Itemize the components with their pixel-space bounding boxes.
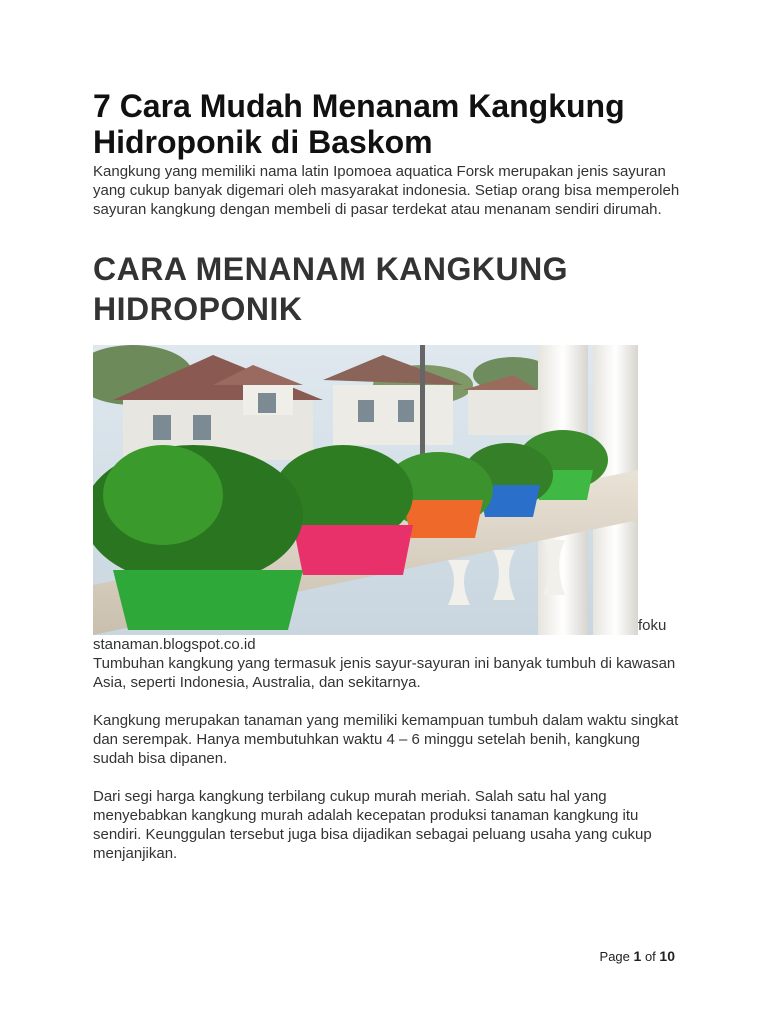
- intro-paragraph: Kangkung yang memiliki nama latin Ipomoea aquatica Forsk merupakan jenis sayuran yang cukup banyak digemari oleh masyarakat indonesia. Setiap orang bisa memperoleh sayuran kangkung dengan membeli di pasar terdekat atau menanam sendiri dirumah.: [93, 163, 680, 218]
- page-title: 7 Cara Mudah Menanam Kangkung Hidroponik di Baskom: [93, 88, 625, 160]
- paragraph-1: Tumbuhan kangkung yang termasuk jenis sayur-sayuran ini banyak tumbuh di kawasan Asia, seperti Indonesia, Australia, dan sekitarnya.: [93, 655, 676, 691]
- paragraph-2: Kangkung merupakan tanaman yang memiliki kemampuan tumbuh dalam waktu singkat dan serempak. Hanya membutuhkan waktu 4 – 6 minggu setelah benih, kangkung sudah bisa dipanen.: [93, 712, 679, 767]
- kangkung-basins-photo: [93, 345, 638, 635]
- image-caption-part1: foku: [638, 617, 667, 634]
- of-label: of: [644, 949, 656, 964]
- figure-block: [93, 345, 683, 654]
- total-pages-number: 10: [659, 948, 675, 964]
- paragraph-3: Dari segi harga kangkung terbilang cukup murah meriah. Salah satu hal yang menyebabkan kangkung murah adalah kecepatan produksi tanaman kangkung itu sendiri. Keunggulan tersebut juga bisa dijadikan sebagai peluang usaha yang cukup menjanjikan.: [93, 788, 652, 862]
- section-heading: CARA MENANAM KANGKUNG HIDROPONIK: [93, 251, 569, 327]
- image-caption-part2: stanaman.blogspot.co.id: [93, 636, 256, 653]
- page-label: Page: [599, 949, 630, 964]
- page-footer: [600, 948, 675, 964]
- document-page: [93, 88, 683, 863]
- current-page-number: 1: [633, 948, 642, 964]
